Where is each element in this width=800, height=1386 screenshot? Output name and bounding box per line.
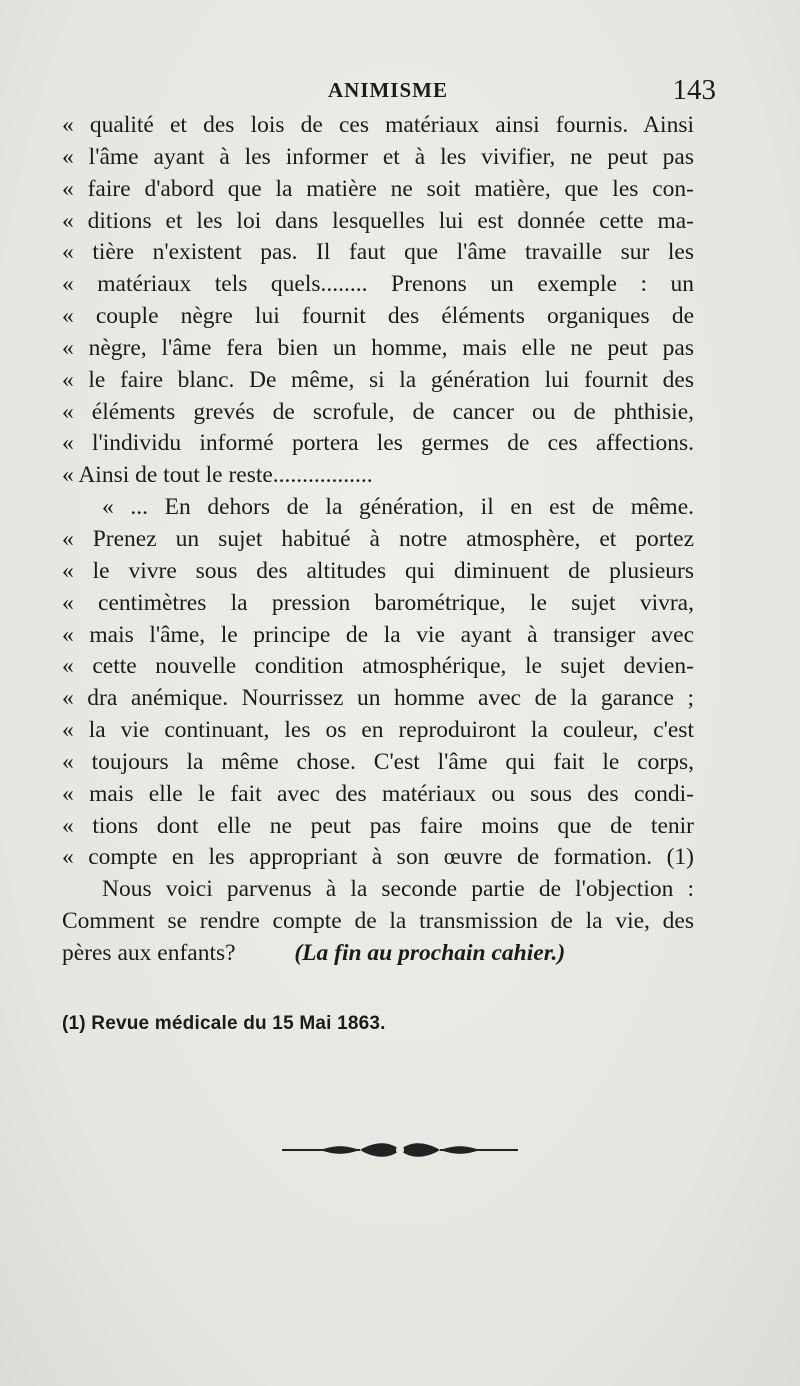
text-line: Comment se rendre compte de la transmission de la vie, des (62, 908, 694, 935)
text-line: « éléments grevés de scrofule, de cancer ou de phthisie, (62, 398, 694, 425)
text-line: « toujours la même chose. C'est l'âme qui fait le corps, (62, 748, 694, 775)
text-line: « centimètres la pression barométrique, le sujet vivra, (62, 589, 694, 616)
text-line: « tions dont elle ne peut pas faire moins que de tenir (62, 812, 694, 839)
decorative-rule-icon (280, 1137, 520, 1163)
text-line: « le faire blanc. De même, si la génération lui fournit des (62, 366, 694, 393)
running-head: ANIMISME (327, 78, 448, 102)
text-line: « nègre, l'âme fera bien un homme, mais elle ne peut pas (62, 334, 694, 361)
text-line: « cette nouvelle condition atmosphérique, le sujet devien- (62, 653, 694, 680)
page-number: 143 (672, 74, 716, 106)
text-line: « Prenez un sujet habitué à notre atmosphère, et portez (62, 525, 694, 552)
final-sentence: pères aux enfants? (62, 939, 236, 966)
page-header (60, 74, 716, 110)
text-line: « l'individu informé portera les germes de ces affections. (62, 430, 694, 457)
text-line: Nous voici parvenus à la seconde partie de l'objection : (102, 876, 694, 903)
text-line: « la vie continuant, les os en reproduiront la couleur, c'est (62, 717, 694, 744)
text-line: « compte en les appropriant à son œuvre de formation. (1) (62, 844, 694, 871)
footnote: (1) Revue médicale du 15 Mai 1863. (62, 1013, 386, 1034)
text-line-final (62, 938, 694, 970)
text-line: « le vivre sous des altitudes qui diminuent de plusieurs (62, 557, 694, 584)
continuation-note: (La fin au prochain cahier.) (294, 939, 566, 966)
text-line: « l'âme ayant à les informer et à les vivifier, ne peut pas (62, 143, 694, 170)
body-text (62, 110, 694, 970)
text-line: « ... En dehors de la génération, il en est de même. (102, 494, 694, 521)
text-line: « mais elle le fait avec des matériaux ou sous des condi- (62, 780, 694, 807)
text-line: « mais l'âme, le principe de la vie ayant à transiger avec (62, 621, 694, 648)
text-line: « faire d'abord que la matière ne soit matière, que les con- (62, 175, 694, 202)
text-line: « Ainsi de tout le reste................. (62, 462, 373, 489)
text-line: « qualité et des lois de ces matériaux ainsi fournis. Ainsi (62, 112, 694, 138)
text-line: « matériaux tels quels........ Prenons un exemple : un (62, 271, 694, 298)
text-line: « ditions et les loi dans lesquelles lui est donnée cette ma- (62, 207, 694, 234)
text-line: « couple nègre lui fournit des éléments organiques de (62, 303, 694, 330)
text-line: « dra anémique. Nourrissez un homme avec de la garance ; (62, 685, 694, 712)
text-line: « tière n'existent pas. Il faut que l'âme travaille sur les (62, 239, 694, 266)
